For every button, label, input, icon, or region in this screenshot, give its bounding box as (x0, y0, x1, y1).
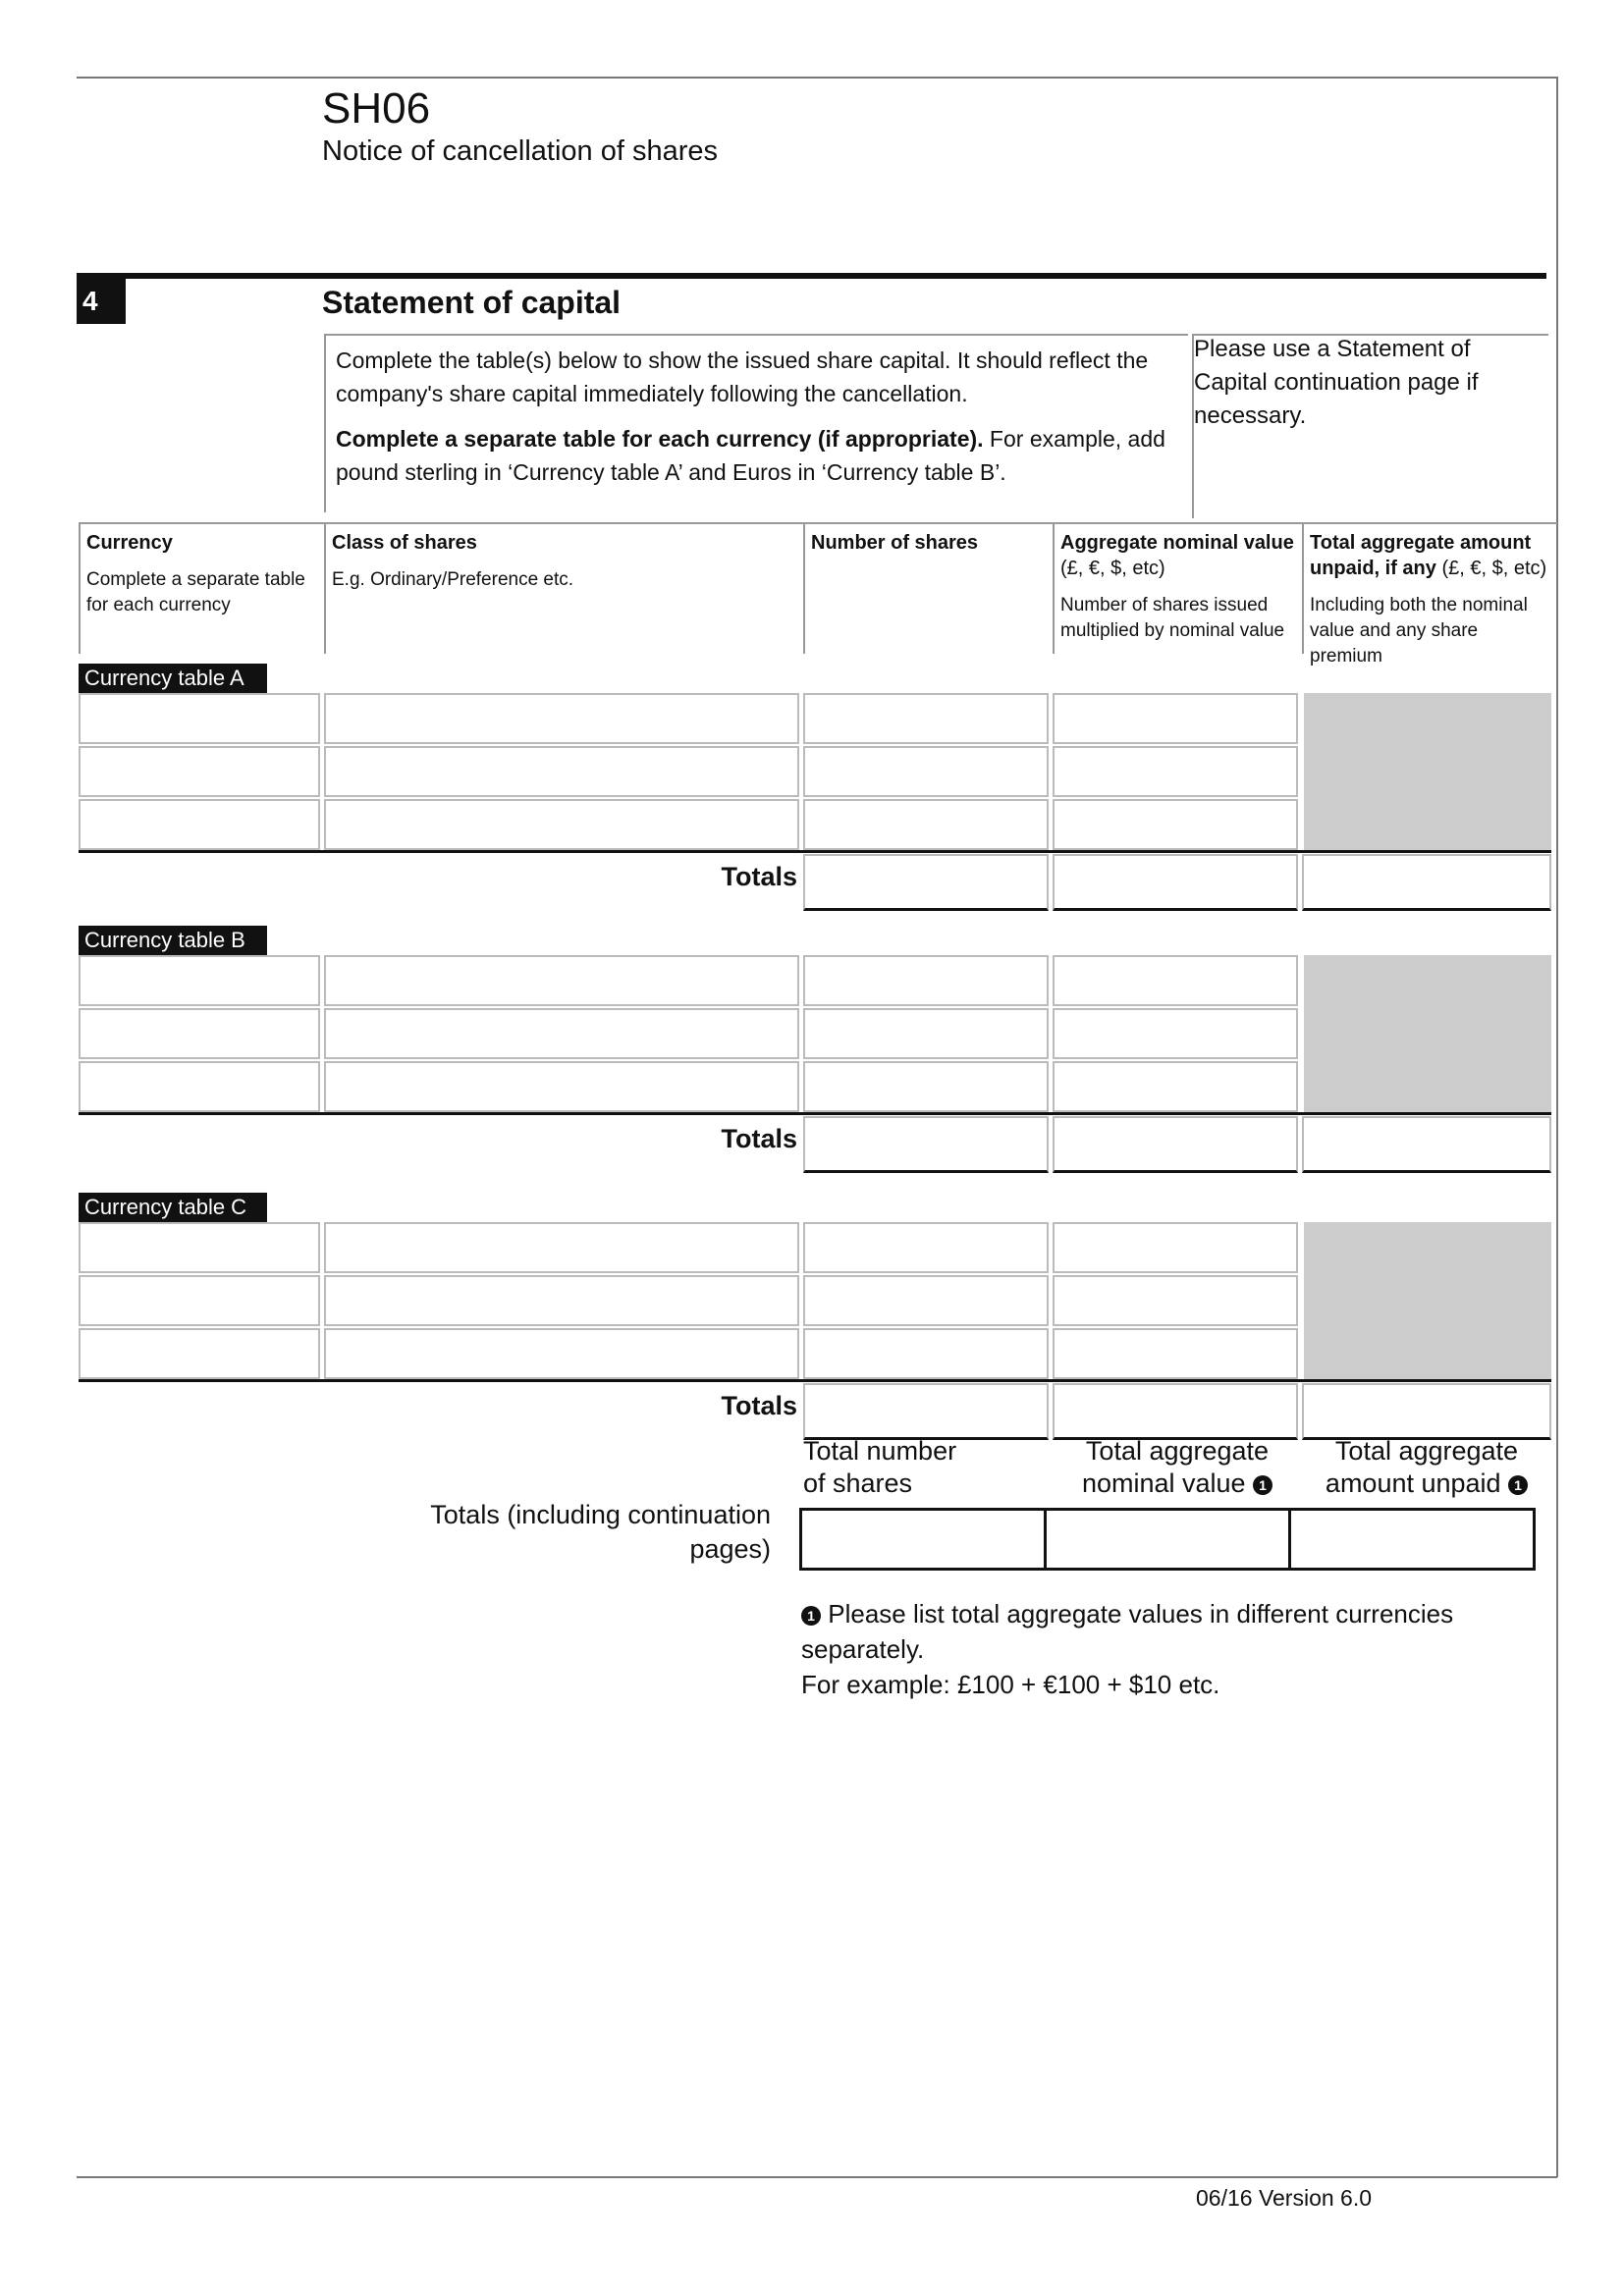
input-cell-class[interactable] (324, 746, 799, 797)
footnote-line-2: For example: £100 + €100 + $10 etc. (801, 1670, 1220, 1699)
section-title: Statement of capital (322, 285, 622, 320)
instructions-text (336, 344, 1200, 489)
input-cell-class[interactable] (324, 1222, 799, 1273)
grand-total-row-label: Totals (including continuation pages) (430, 1500, 771, 1564)
input-cell-number[interactable] (803, 693, 1049, 744)
totals-cell-aggregate[interactable] (1053, 1116, 1298, 1173)
totals-cell-unpaid[interactable] (1302, 854, 1551, 911)
column-header-number (803, 522, 1053, 654)
input-cell-currency[interactable] (79, 799, 320, 850)
footnote-line-1-text: Please list total aggregate values in different currencies separately. (801, 1599, 1454, 1664)
totals-cell-number[interactable] (803, 1383, 1049, 1440)
input-cell-aggregate[interactable] (1053, 955, 1298, 1006)
footnote-bullet-icon: 1 (1508, 1475, 1528, 1495)
section-rule (77, 273, 1546, 279)
input-cell-class[interactable] (324, 955, 799, 1006)
column-title-class: Class of shares (332, 532, 477, 554)
grand-total-col3-label (1302, 1435, 1551, 1500)
grand-total-unpaid-input[interactable] (1288, 1508, 1536, 1571)
input-cell-class[interactable] (324, 1328, 799, 1379)
column-units-aggregate: (£, €, $, etc) (1060, 558, 1165, 579)
column-title-aggregate: Aggregate nominal value (1060, 532, 1294, 554)
currency-table-label: Currency table B (79, 926, 267, 955)
version-label: 06/16 Version 6.0 (1196, 2185, 1373, 2211)
column-title-currency: Currency (86, 532, 173, 554)
instructions-rest: For example, add pound sterling in ‘Currency table A’ and Euros in ‘Currency table B’. (336, 426, 1165, 485)
input-cell-class[interactable] (324, 1008, 799, 1059)
instructions-paragraph-1: Complete the table(s) below to show the issued share capital. It should reflect the company's share capital immediately following the cancellation. (336, 347, 1149, 406)
column-header-unpaid (1302, 522, 1557, 667)
input-cell-currency[interactable] (79, 746, 320, 797)
input-cell-aggregate[interactable] (1053, 1008, 1298, 1059)
unpaid-shaded-area (1304, 955, 1551, 1112)
currency-table-label: Currency table A (79, 664, 267, 693)
totals-cell-number[interactable] (803, 854, 1049, 911)
totals-label: Totals (721, 1391, 797, 1420)
column-sub-currency: Complete a separate table for each currency (86, 569, 305, 615)
section-number-badge: 4 (77, 279, 126, 324)
footnote-bullet-icon: 1 (1253, 1475, 1272, 1495)
input-cell-class[interactable] (324, 1061, 799, 1112)
column-title-number: Number of shares (811, 532, 979, 554)
totals-cell-aggregate[interactable] (1053, 854, 1298, 911)
unpaid-shaded-area (1304, 693, 1551, 850)
input-cell-number[interactable] (803, 1328, 1049, 1379)
input-cell-currency[interactable] (79, 1328, 320, 1379)
column-units-unpaid: (£, €, $, etc) (1441, 558, 1547, 579)
totals-label: Totals (721, 1124, 797, 1153)
side-note-text: Please use a Statement of Capital continuation page if necessary. (1194, 336, 1479, 429)
grand-total-col2-label (1053, 1435, 1302, 1500)
input-cell-currency[interactable] (79, 1222, 320, 1273)
table-bottom-rule (79, 1112, 1551, 1115)
input-cell-currency[interactable] (79, 1061, 320, 1112)
input-cell-currency[interactable] (79, 955, 320, 1006)
input-cell-class[interactable] (324, 799, 799, 850)
input-cell-class[interactable] (324, 1275, 799, 1326)
column-sub-aggregate: Number of shares issued multiplied by nominal value (1060, 595, 1285, 641)
input-cell-aggregate[interactable] (1053, 1222, 1298, 1273)
input-cell-number[interactable] (803, 799, 1049, 850)
input-cell-aggregate[interactable] (1053, 799, 1298, 850)
input-cell-number[interactable] (803, 1222, 1049, 1273)
input-cell-number[interactable] (803, 746, 1049, 797)
input-cell-aggregate[interactable] (1053, 746, 1298, 797)
frame-top-line (77, 77, 1557, 79)
table-bottom-rule (79, 1379, 1551, 1382)
input-cell-number[interactable] (803, 1008, 1049, 1059)
input-cell-number[interactable] (803, 955, 1049, 1006)
unpaid-shaded-area (1304, 1222, 1551, 1379)
form-code: SH06 (322, 84, 431, 133)
totals-cell-unpaid[interactable] (1302, 1116, 1551, 1173)
input-cell-currency[interactable] (79, 693, 320, 744)
grand-total-col1-label: Total number of shares (803, 1436, 957, 1498)
grand-total-col3-text: Total aggregate amount unpaid (1325, 1436, 1519, 1498)
grand-total-col2-text: Total aggregate nominal value (1081, 1436, 1270, 1498)
frame-bottom-line (77, 2176, 1557, 2178)
input-cell-aggregate[interactable] (1053, 1275, 1298, 1326)
input-cell-class[interactable] (324, 693, 799, 744)
column-header-currency (79, 522, 324, 654)
column-sub-unpaid: Including both the nominal value and any share premium (1310, 595, 1528, 667)
input-cell-number[interactable] (803, 1061, 1049, 1112)
column-title-unpaid: Total aggregate amount unpaid, if any (1310, 532, 1532, 579)
input-cell-currency[interactable] (79, 1008, 320, 1059)
column-header-aggregate (1053, 522, 1302, 654)
input-cell-aggregate[interactable] (1053, 1328, 1298, 1379)
table-bottom-rule (79, 850, 1551, 853)
grand-total-number-input[interactable] (799, 1508, 1047, 1571)
instructions-paragraph-2 (336, 422, 1200, 489)
form-title: Notice of cancellation of shares (322, 135, 718, 167)
grand-total-nominal-input[interactable] (1044, 1508, 1291, 1571)
input-cell-currency[interactable] (79, 1275, 320, 1326)
input-cell-number[interactable] (803, 1275, 1049, 1326)
input-cell-aggregate[interactable] (1053, 693, 1298, 744)
footnote-bullet-icon: 1 (801, 1606, 821, 1626)
column-sub-class: E.g. Ordinary/Preference etc. (332, 569, 574, 590)
currency-table-label: Currency table C (79, 1193, 267, 1222)
column-header-class (324, 522, 803, 654)
totals-label: Totals (721, 862, 797, 891)
footnote-line-1 (801, 1596, 1557, 1667)
input-cell-aggregate[interactable] (1053, 1061, 1298, 1112)
footnote (801, 1596, 1557, 1702)
totals-cell-number[interactable] (803, 1116, 1049, 1173)
instructions-bold: Complete a separate table for each currency (if appropriate). (336, 426, 984, 452)
totals-cell-aggregate[interactable] (1053, 1383, 1298, 1440)
frame-right-line (1556, 77, 1558, 2177)
totals-cell-unpaid[interactable] (1302, 1383, 1551, 1440)
